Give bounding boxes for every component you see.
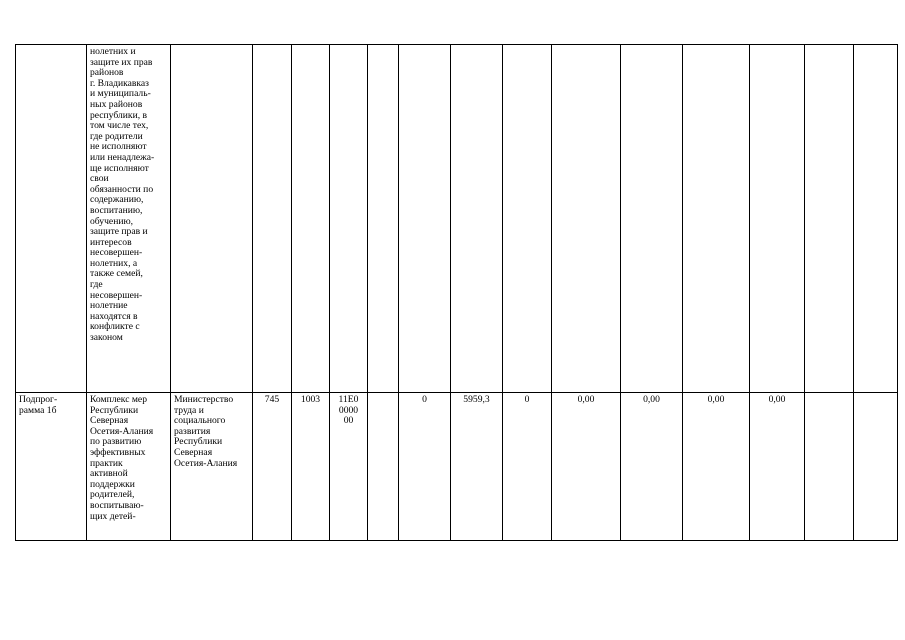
executor-text <box>174 395 249 469</box>
text-line: где родители <box>90 130 143 142</box>
text-line: Министерство <box>174 394 234 405</box>
value-cell <box>805 45 854 393</box>
executor-cell <box>171 45 253 393</box>
text-line: активной <box>90 468 128 480</box>
text-line: содержанию, <box>90 194 144 206</box>
text-line: Северная <box>174 446 213 458</box>
text-line: поддержки <box>90 478 135 490</box>
text-line: Республики <box>90 404 139 416</box>
text-line: социального <box>174 415 226 427</box>
program-cell <box>16 393 87 541</box>
text-line: нолетних, а <box>90 257 138 269</box>
value-cell: 0 <box>399 393 451 541</box>
description-text <box>90 47 167 344</box>
text-line: нолетние <box>90 300 128 312</box>
value-cell <box>805 393 854 541</box>
text-line: ще исполняют <box>90 162 149 174</box>
text-line: родителей, <box>90 489 135 501</box>
value-cell: 0,00 <box>621 393 683 541</box>
text-line: щих детей- <box>90 510 136 522</box>
text-line: и муниципаль- <box>90 88 151 100</box>
grbs-cell <box>253 45 292 393</box>
text-line: где <box>90 279 103 291</box>
text-line: республики, в <box>90 109 148 121</box>
text-line: обязанности по <box>90 183 154 195</box>
text-line: ных районов <box>90 98 143 110</box>
text-line: находятся в <box>90 310 138 322</box>
text-line: Республики <box>174 436 223 448</box>
text-line: по развитию <box>90 436 142 448</box>
value-cell: 0,00 <box>683 393 750 541</box>
text-line: 11Е0 <box>338 394 359 405</box>
text-line: том числе тех, <box>90 120 149 132</box>
value-cell <box>750 45 805 393</box>
text-line: защите прав и <box>90 226 148 238</box>
csr-cell <box>330 45 368 393</box>
description-text <box>90 395 167 522</box>
text-line: Северная <box>90 415 129 427</box>
value-cell: 0,00 <box>750 393 805 541</box>
value-cell <box>552 45 621 393</box>
text-line: Осетия-Алания <box>174 457 238 469</box>
rzpr-cell <box>292 45 330 393</box>
value-cell: 0,00 <box>552 393 621 541</box>
text-line: интересов <box>90 236 132 248</box>
text-line: практик <box>90 457 123 469</box>
description-cell <box>87 393 171 541</box>
rzpr-cell: 1003 <box>292 393 330 541</box>
value-cell <box>399 45 451 393</box>
value-cell: 0 <box>503 393 552 541</box>
text-line: развития <box>174 425 211 437</box>
text-line: также семей, <box>90 268 143 280</box>
text-line: Комплекс мер <box>90 394 147 405</box>
csr-cell <box>330 393 368 541</box>
value-cell <box>503 45 552 393</box>
text-line: или ненадлежа- <box>90 151 155 163</box>
text-line: обучению, <box>90 215 134 227</box>
text-line: свои <box>90 173 109 185</box>
value-cell <box>854 393 898 541</box>
text-line: 0000 <box>338 404 359 416</box>
text-line: воспитанию, <box>90 204 143 216</box>
text-line: несовершен- <box>90 289 143 301</box>
vr-cell <box>368 45 399 393</box>
value-cell <box>621 45 683 393</box>
budget-table <box>15 44 898 541</box>
description-cell <box>87 45 171 393</box>
text-line: районов <box>90 67 124 79</box>
text-line: 00 <box>343 415 354 427</box>
grbs-cell: 745 <box>253 393 292 541</box>
value-cell <box>854 45 898 393</box>
executor-cell <box>171 393 253 541</box>
value-cell <box>683 45 750 393</box>
text-line: рамма 1б <box>19 404 57 416</box>
vr-cell <box>368 393 399 541</box>
program-label <box>19 395 83 416</box>
table-row <box>16 45 898 393</box>
text-line: защите их прав <box>90 56 153 68</box>
text-line: не исполняют <box>90 141 147 153</box>
text-line: Подпрог- <box>19 394 58 405</box>
value-cell: 5959,3 <box>451 393 503 541</box>
text-line: воспитываю- <box>90 499 144 511</box>
table-row <box>16 393 898 541</box>
text-line: труда и <box>174 404 204 416</box>
text-line: нолетних и <box>90 46 136 57</box>
text-line: Осетия-Алания <box>90 425 154 437</box>
text-line: г. Владикавказ <box>90 77 149 89</box>
csr-code <box>333 395 364 427</box>
text-line: законом <box>90 332 123 344</box>
value-cell <box>451 45 503 393</box>
program-cell <box>16 45 87 393</box>
text-line: несовершен- <box>90 247 143 259</box>
text-line: конфликте с <box>90 321 140 333</box>
text-line: эффективных <box>90 446 146 458</box>
